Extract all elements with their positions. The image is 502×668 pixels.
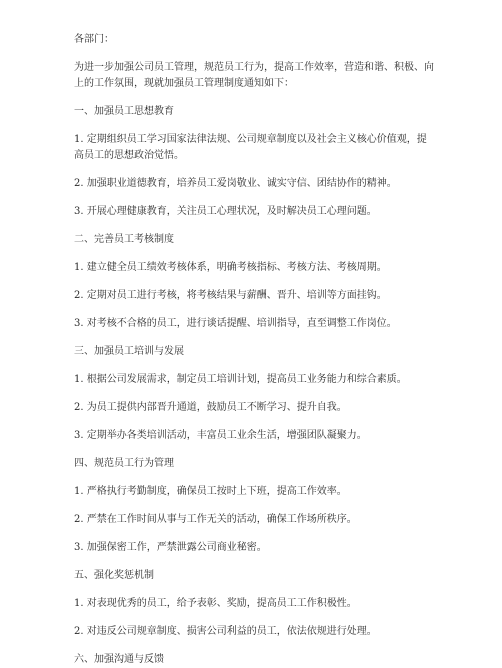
section-title: 二、完善员工考核制度 — [74, 234, 174, 245]
section-title: 五、强化奖惩机制 — [74, 570, 154, 581]
intro-line: 为进一步加强公司员工管理，规范员工行为，提高工作效率，营造和谐、积极、向 — [74, 62, 434, 73]
list-item: 1. 对表现优秀的员工，给予表彰、奖励，提高员工工作积极性。 — [74, 598, 357, 609]
list-item: 2. 对违反公司规章制度、损害公司利益的员工，依法依规进行处理。 — [74, 626, 377, 637]
list-item: 1. 建立健全员工绩效考核体系，明确考核指标、考核方法、考核周期。 — [74, 262, 387, 273]
section-title: 一、加强员工思想教育 — [74, 106, 174, 117]
section-title: 三、加强员工培训与发展 — [74, 346, 184, 357]
list-item: 1. 严格执行考勤制度，确保员工按时上下班，提高工作效率。 — [74, 486, 347, 497]
list-item: 3. 对考核不合格的员工，进行谈话提醒、培训指导，直至调整工作岗位。 — [74, 318, 397, 329]
list-item: 2. 加强职业道德教育，培养员工爱岗敬业、诚实守信、团结协作的精神。 — [74, 178, 397, 189]
list-item: 3. 开展心理健康教育，关注员工心理状况，及时解决员工心理问题。 — [74, 206, 377, 217]
intro-line: 上的工作氛围，现就加强员工管理制度通知如下： — [74, 78, 294, 89]
section-title: 四、规范员工行为管理 — [74, 458, 174, 469]
list-item: 2. 为员工提供内部晋升通道，鼓励员工不断学习、提升自我。 — [74, 402, 347, 413]
list-item: 3. 加强保密工作，严禁泄露公司商业秘密。 — [74, 542, 267, 553]
list-item: 2. 定期对员工进行考核，将考核结果与薪酬、晋升、培训等方面挂钩。 — [74, 290, 387, 301]
list-item — [74, 132, 442, 164]
salutation: 各部门： — [74, 34, 114, 45]
list-item: 2. 严禁在工作时间从事与工作无关的活动，确保工作场所秩序。 — [74, 514, 357, 525]
list-item: 1. 根据公司发展需求，制定员工培训计划，提高员工业务能力和综合素质。 — [74, 374, 407, 385]
section-title: 六、加强沟通与反馈 — [74, 654, 164, 665]
list-item-line: 高员工的思想政治觉悟。 — [74, 150, 184, 161]
intro-paragraph — [74, 60, 442, 92]
list-item: 3. 定期举办各类培训活动，丰富员工业余生活，增强团队凝聚力。 — [74, 430, 367, 441]
list-item-line: 1. 定期组织员工学习国家法律法规、公司规章制度以及社会主义核心价值观，提 — [74, 134, 427, 145]
